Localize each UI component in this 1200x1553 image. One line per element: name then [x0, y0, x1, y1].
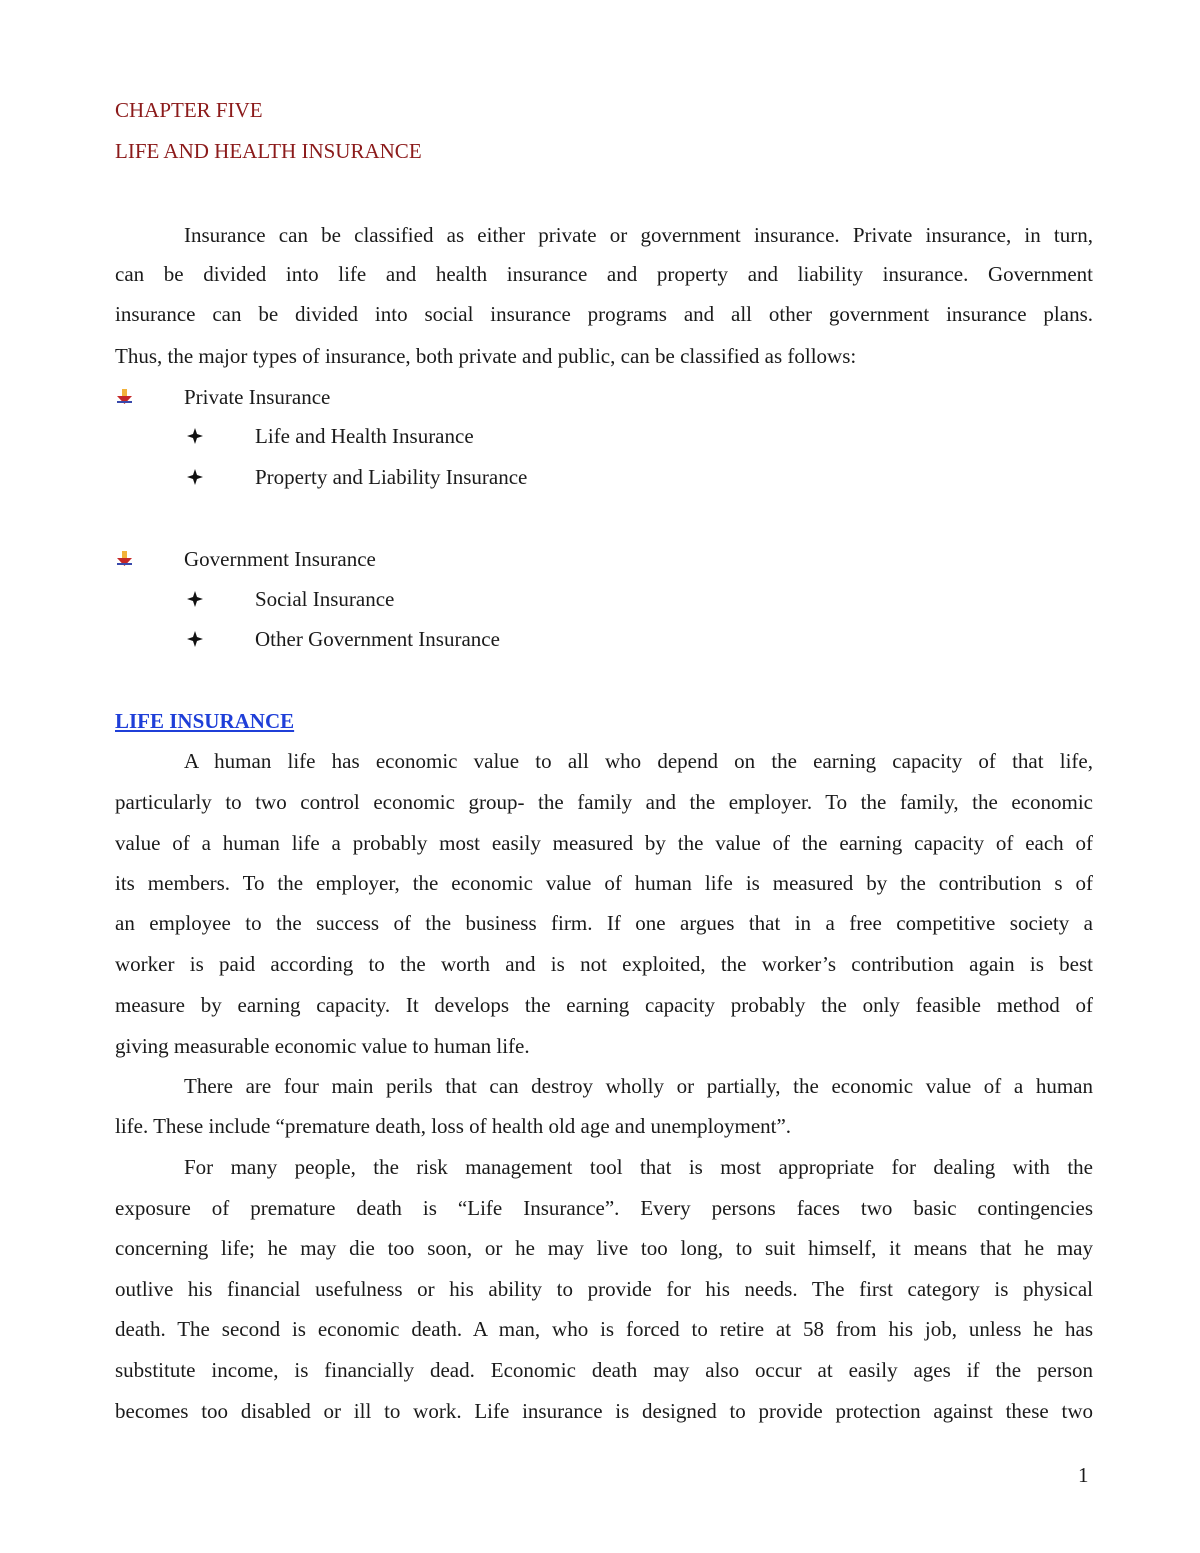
intro-line-2: can be divided into life and health insurance and property and liability insurance. Government — [115, 262, 1093, 286]
para1-line-5: an employee to the success of the business firm. If one argues that in a free competitive society a — [115, 911, 1093, 935]
para3-line-4: outlive his financial usefulness or his ability to provide for his needs. The first category is physical — [115, 1277, 1093, 1301]
para3-line-2: exposure of premature death is “Life Insurance”. Every persons faces two basic contingencies — [115, 1196, 1093, 1220]
para2-line-1: There are four main perils that can destroy wholly or partially, the economic value of a human — [184, 1074, 1093, 1098]
private-insurance-label: Private Insurance — [184, 385, 331, 409]
intro-line-4: Thus, the major types of insurance, both private and public, can be classified as follows: — [115, 344, 857, 368]
para1-line-8: giving measurable economic value to human life. — [115, 1034, 530, 1058]
property-liability-label: Property and Liability Insurance — [255, 465, 528, 489]
para1-line-2: particularly to two control economic group- the family and the employer. To the family, the economic — [115, 790, 1093, 814]
para3-line-1: For many people, the risk management tool that is most appropriate for dealing with the — [184, 1155, 1093, 1179]
red-arrow-bullet-icon — [116, 550, 134, 568]
other-government-label: Other Government Insurance — [255, 627, 500, 651]
page-number: 1 — [1078, 1463, 1089, 1487]
diamond-bullet-icon — [187, 428, 203, 444]
social-insurance-label: Social Insurance — [255, 587, 395, 611]
para3-line-6: substitute income, is financially dead. Economic death may also occur at easily ages if the person — [115, 1358, 1093, 1382]
life-health-label: Life and Health Insurance — [255, 424, 474, 448]
list-item-government-insurance — [0, 546, 1200, 572]
intro-line-3: insurance can be divided into social insurance programs and all other government insurance plans. — [115, 302, 1093, 326]
para2-line-2: life. These include “premature death, loss of health old age and unemployment”. — [115, 1114, 792, 1138]
list-subitem-life-health — [0, 423, 1200, 449]
government-insurance-label: Government Insurance — [184, 547, 376, 571]
diamond-bullet-icon — [187, 469, 203, 485]
para1-line-7: measure by earning capacity. It develops the earning capacity probably the only feasible method of — [115, 993, 1093, 1017]
para1-line-4: its members. To the employer, the economic value of human life is measured by the contribution s of — [115, 871, 1093, 895]
para1-line-6: worker is paid according to the worth and is not exploited, the worker’s contribution again is best — [115, 952, 1093, 976]
list-subitem-social — [0, 586, 1200, 612]
red-arrow-bullet-icon — [116, 388, 134, 406]
list-subitem-property-liability — [0, 464, 1200, 490]
para1-line-3: value of a human life a probably most easily measured by the value of the earning capacity of each of — [115, 831, 1093, 855]
para3-line-7: becomes too disabled or ill to work. Life insurance is designed to provide protection against these two — [115, 1399, 1093, 1423]
chapter-title: LIFE AND HEALTH INSURANCE — [115, 139, 422, 163]
chapter-number: CHAPTER FIVE — [115, 98, 263, 122]
diamond-bullet-icon — [187, 631, 203, 647]
list-subitem-other-government — [0, 626, 1200, 652]
diamond-bullet-icon — [187, 591, 203, 607]
intro-line-1: Insurance can be classified as either private or government insurance. Private insurance, in turn, — [184, 223, 1093, 247]
section-heading-life-insurance: LIFE INSURANCE — [115, 709, 295, 733]
para3-line-5: death. The second is economic death. A man, who is forced to retire at 58 from his job, unless he has — [115, 1317, 1093, 1341]
para1-line-1: A human life has economic value to all who depend on the earning capacity of that life, — [184, 749, 1093, 773]
list-item-private-insurance — [0, 384, 1200, 410]
para3-line-3: concerning life; he may die too soon, or he may live too long, to suit himself, it means that he may — [115, 1236, 1093, 1260]
